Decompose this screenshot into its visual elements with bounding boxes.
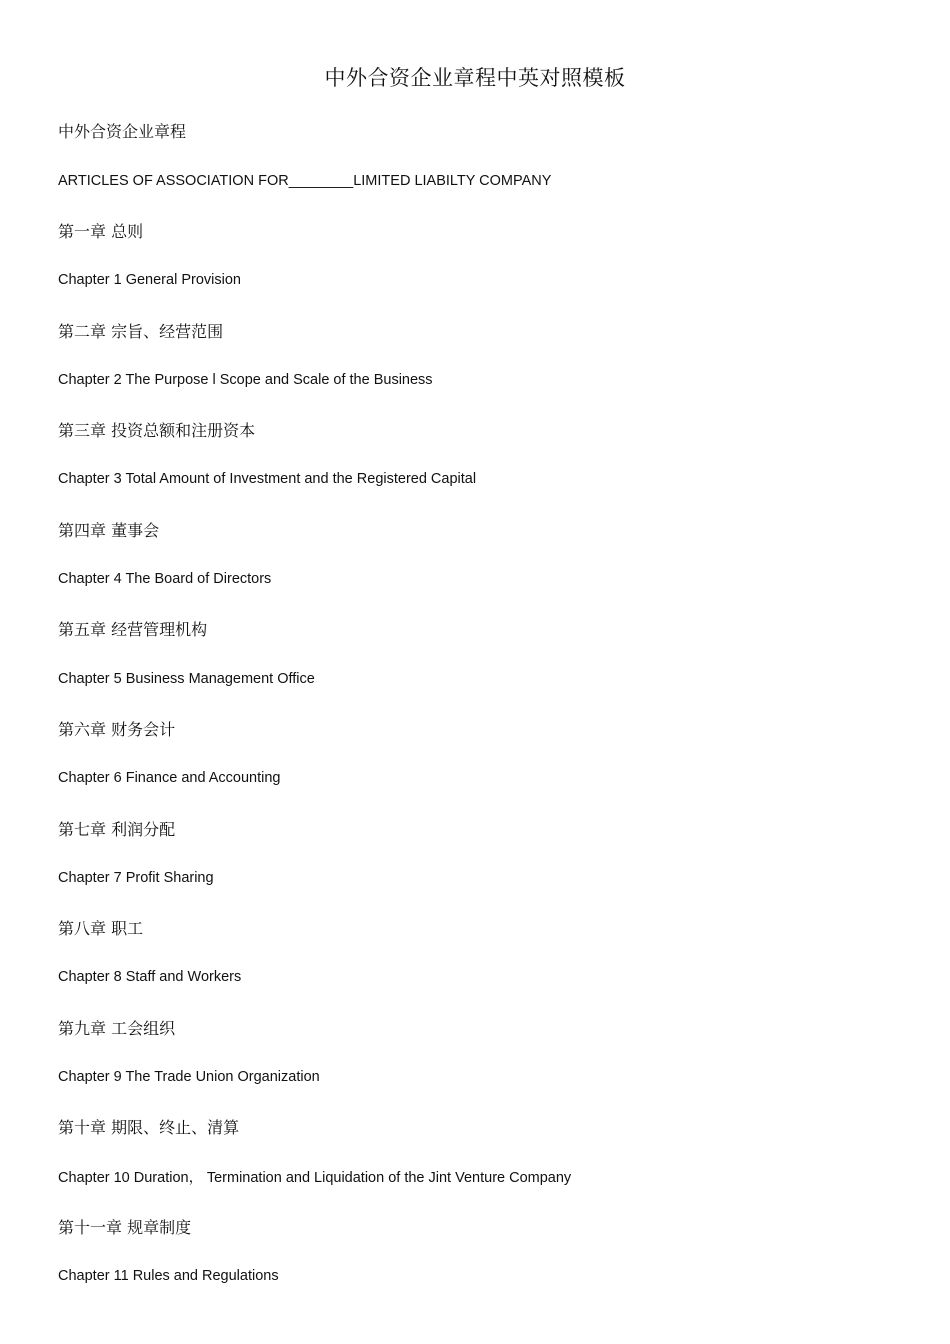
line-en-chapter-6: Chapter 6 Finance and Accounting [58, 770, 281, 787]
line-cn-chapter-2: 第二章 宗旨、经营范围 [58, 321, 224, 341]
line-en-chapter-9: Chapter 9 The Trade Union Organization [58, 1069, 320, 1086]
chapter-list [58, 106, 918, 1301]
line-en-chapter-4: Chapter 4 The Board of Directors [58, 571, 272, 588]
line-cn-heading: 中外合资企业章程 [58, 122, 187, 142]
line-en-chapter-11: Chapter 11 Rules and Regulations [58, 1268, 279, 1285]
line-en-chapter-2: Chapter 2 The Purpose l Scope and Scale of the Business [58, 371, 433, 388]
line-cn-chapter-1: 第一章 总则 [58, 221, 144, 241]
line-cn-chapter-4: 第四章 董事会 [58, 520, 160, 540]
line-cn-chapter-7: 第七章 利润分配 [58, 819, 176, 839]
document-title: 中外合资企业章程中英对照模板 [324, 66, 626, 90]
line-cn-chapter-3: 第三章 投资总额和注册资本 [58, 421, 256, 441]
line-en-chapter-1: Chapter 1 General Provision [58, 272, 241, 289]
line-cn-chapter-6: 第六章 财务会计 [58, 719, 176, 739]
line-en-heading: ARTICLES OF ASSOCIATION FOR________LIMITED LIABILTY COMPANY [58, 172, 552, 189]
line-cn-chapter-11: 第十一章 规章制度 [58, 1217, 192, 1237]
line-cn-chapter-10: 第十章 期限、终止、清算 [58, 1118, 240, 1138]
line-en-chapter-10: Chapter 10 Duration， Termination and Liquidation of the Jint Venture Company [58, 1170, 572, 1187]
line-cn-chapter-5: 第五章 经营管理机构 [58, 620, 208, 640]
line-en-chapter-8: Chapter 8 Staff and Workers [58, 969, 242, 986]
line-en-chapter-3: Chapter 3 Total Amount of Investment and the Registered Capital [58, 471, 477, 488]
line-en-chapter-7: Chapter 7 Profit Sharing [58, 869, 214, 886]
line-cn-chapter-8: 第八章 职工 [58, 919, 144, 939]
line-en-chapter-5: Chapter 5 Business Management Office [58, 670, 315, 687]
line-cn-chapter-9: 第九章 工会组织 [58, 1018, 176, 1038]
